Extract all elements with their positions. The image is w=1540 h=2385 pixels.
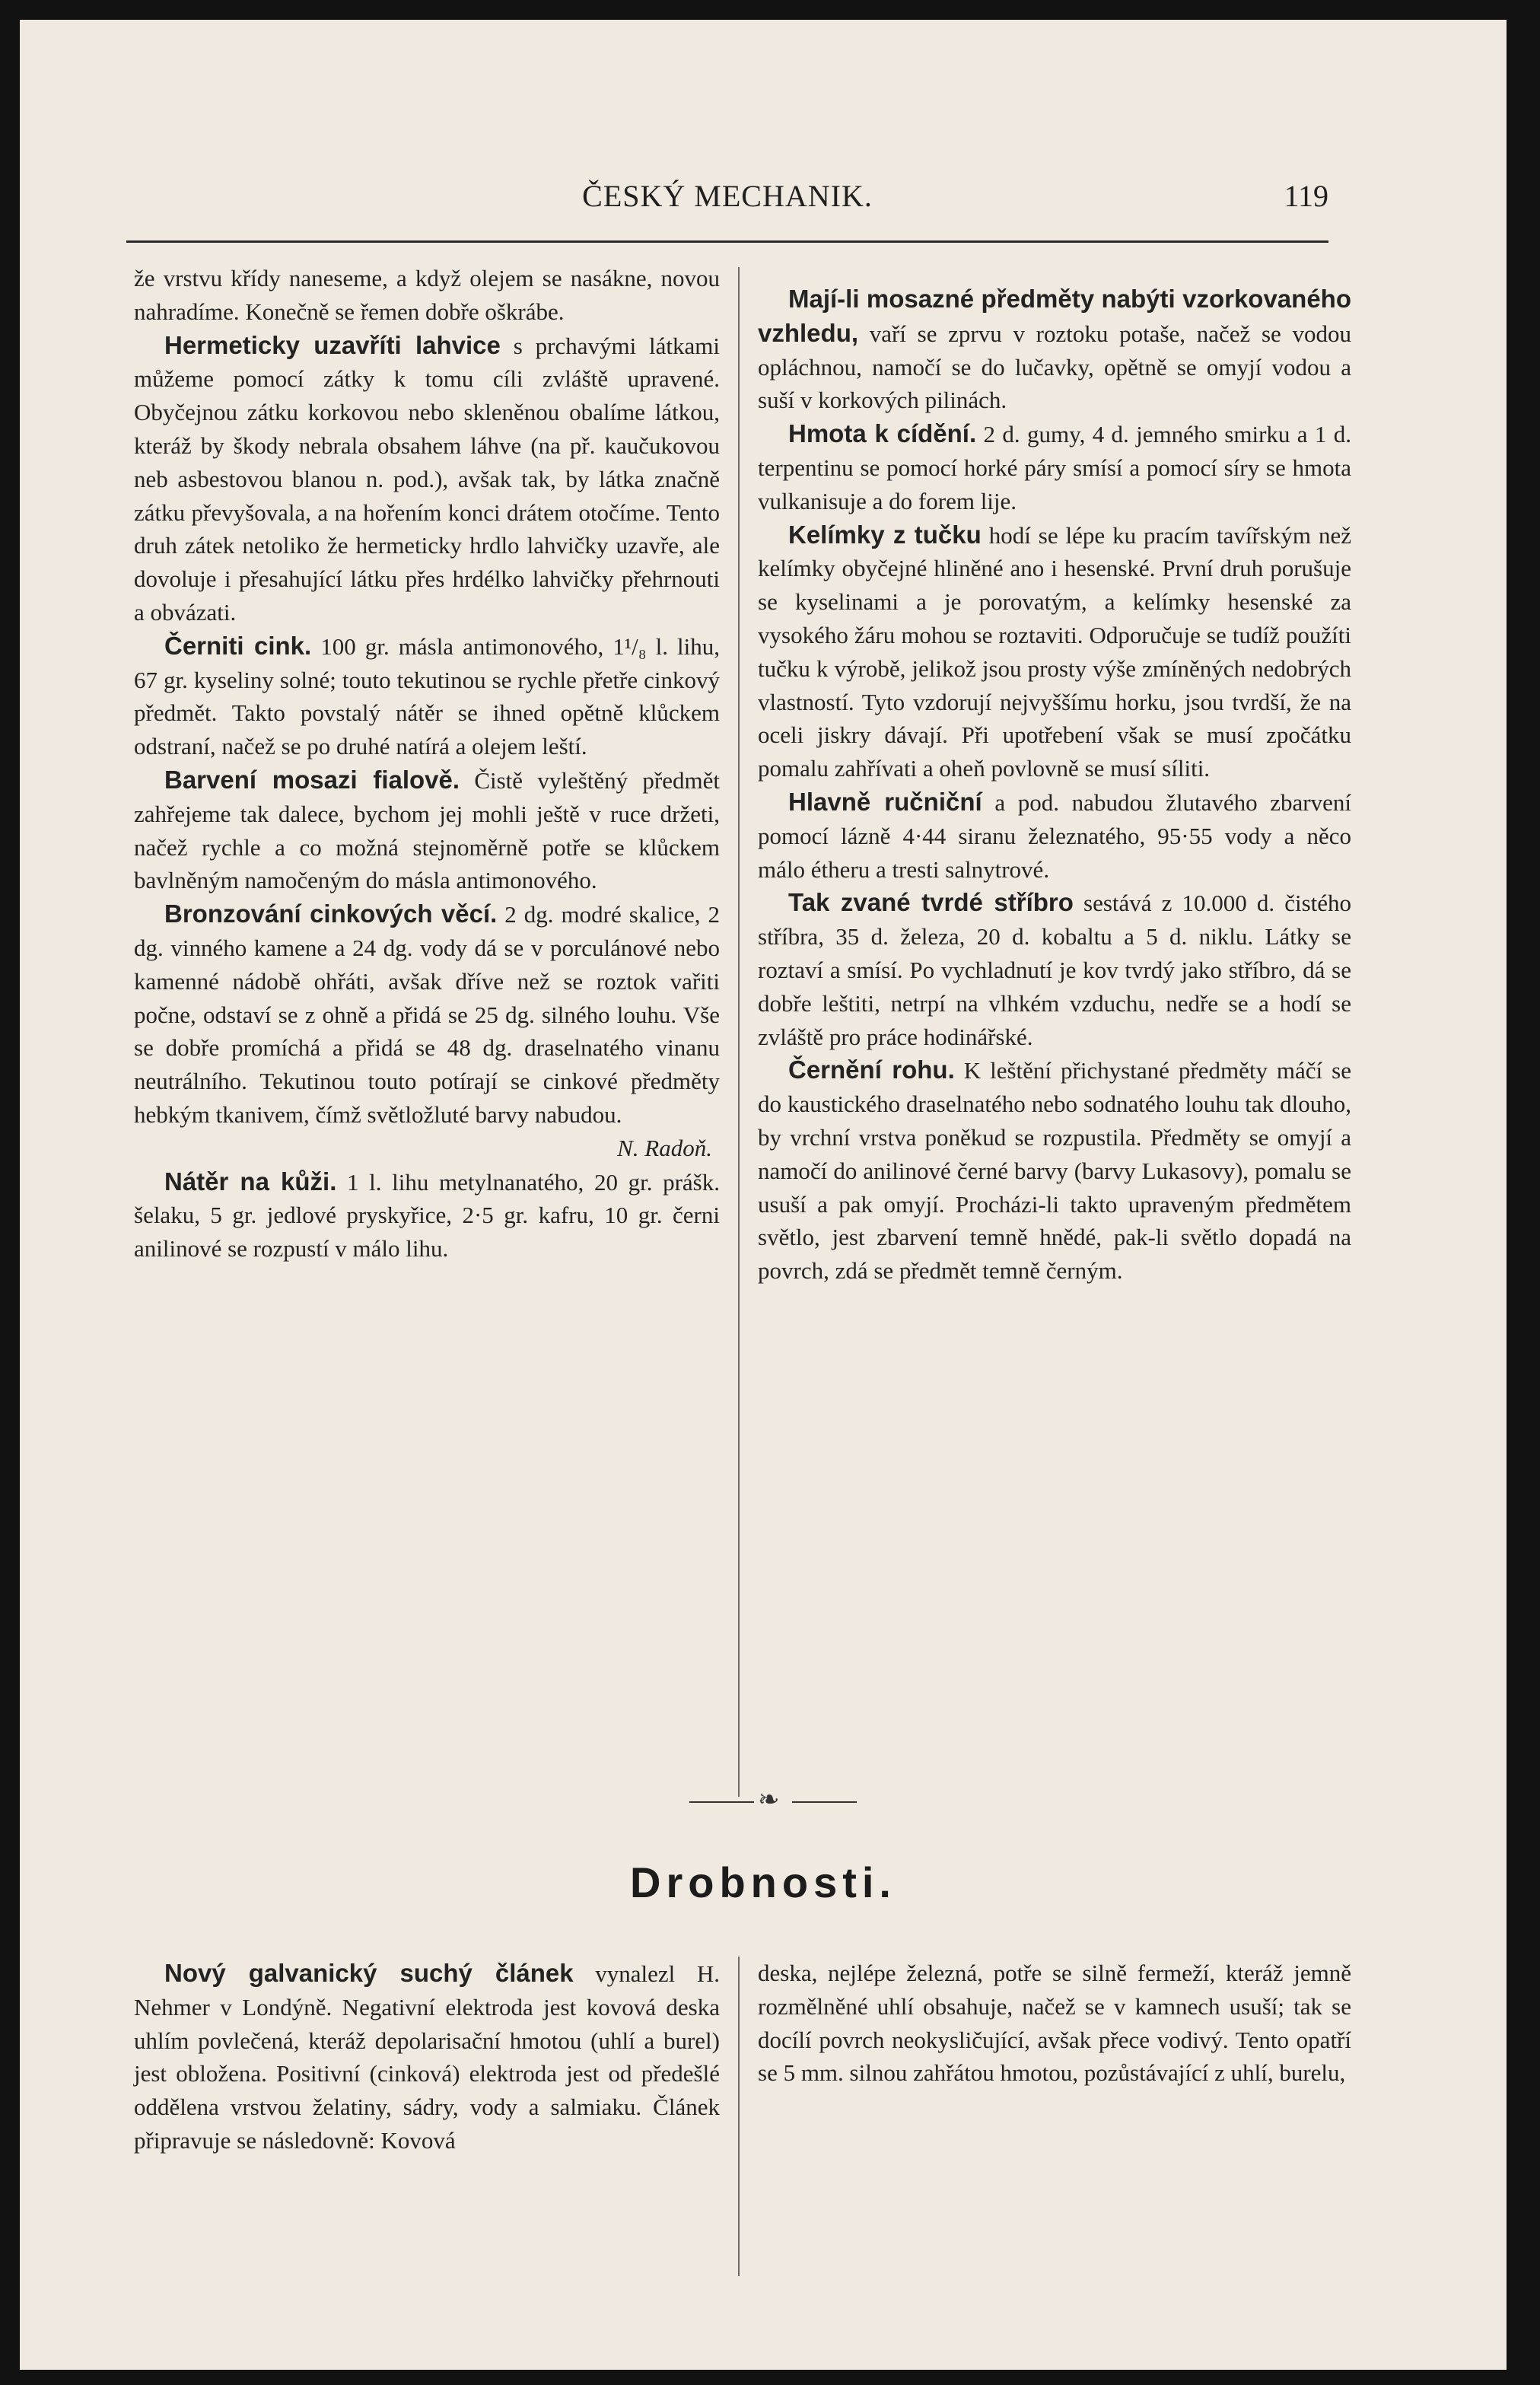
paragraph-text: Čistě vyleštěný předmět zahřejeme tak dalece, bychom jej mohli ještě v ruce držeti, načež rychle a co možná stejnoměrně potře se klůckem bavlněným namočeným do másla antimonového. xyxy=(134,766,720,894)
paragraph-text: sestává z 10.000 d. čistého stříbra, 35 d. železa, 20 d. kobaltu a 5 d. niklu. Látky se roztaví a smísí. Po vychladnutí je kov tvrdý jako stříbro, dá se dobře leštiti, netrpí na vlhkém vzduchu, nedře se a hodí se zvláště pro práce hodinářské. xyxy=(758,890,1351,1050)
author-signature xyxy=(134,1132,720,1165)
paragraph-heading: Nový galvanický suchý článek xyxy=(164,1959,574,1987)
paragraph-heading: Bronzování cinkových věcí. xyxy=(164,900,498,928)
paragraph-leather xyxy=(134,1165,720,1266)
paragraph-brass-pattern xyxy=(758,282,1351,417)
paragraph-hard-silver xyxy=(758,886,1351,1053)
paragraph-galvanic-cell-cont xyxy=(758,1957,1351,2090)
paragraph-heading: Hermeticky uzavříti lahvice xyxy=(164,330,501,359)
section-ornament xyxy=(644,1785,910,1815)
ornament-line-right xyxy=(792,1801,857,1803)
running-title: ČESKÝ MECHANIK. xyxy=(582,179,873,213)
paragraph-text: že vrstvu křídy naneseme, a když olejem se nasákne, novou nahradíme. Konečně se řemen dobře oškrábe. xyxy=(134,265,720,325)
signature-text: N. Radoň. xyxy=(617,1134,712,1161)
page-header xyxy=(126,172,1328,225)
ornament-icon: ❧ xyxy=(758,1785,780,1815)
paragraph-heading: Černění rohu. xyxy=(788,1056,955,1084)
paragraph-zinc-blacken xyxy=(134,629,720,763)
paragraph-heading: Mají-li mosazné předměty nabýti vzorkovaného vzhledu, xyxy=(758,285,1351,347)
paragraph-heading: Kelímky z tučku xyxy=(788,520,982,549)
ornament-line-left xyxy=(689,1801,754,1803)
column-divider-lower xyxy=(738,1957,740,2276)
paragraph-heading: Barvení mosazi fialově. xyxy=(164,765,460,794)
paragraph-galvanic-cell xyxy=(134,1957,720,2157)
paragraph-text: 2 d. gumy, 4 d. jemného smirku a 1 d. terpentinu se pomocí horké páry smísí a pomocí síry se hmota vulkanisuje a do forem lije. xyxy=(758,421,1351,514)
paragraph-text: deska, nejlépe železná, potře se silně fermeží, kteráž jemně rozmělněné uhlí obsahuje, načež se v kamnech usuší; tak se docílí povrch neokysličující, avšak přece vodivý. Tento opatří se 5 mm. silnou zahřátou hmotou, pozůstávající z uhlí, burelu, xyxy=(758,1960,1351,2087)
paragraph-heading: Hmota k cídění. xyxy=(788,419,977,448)
paragraph-barrels xyxy=(758,785,1351,886)
right-column xyxy=(758,282,1351,1288)
paragraph-hermetic xyxy=(134,329,720,629)
section-title: Drobnosti. xyxy=(630,1858,896,1906)
paragraph-text: hodí se lépe ku pracím tavířským než kelímky obyčejné hliněné ano i hesenské. První druh porušuje se kyselinami a je porovatým, a kelímky hesenské za vysokého žáru mohou se roztaviti. Odporučuje se tudíž použíti tučku k výrobě, jelikož jsou prosty výše zmíněných nedobrých vlastností. Tyto vzdorují nejvyššímu horku, jsou tvrdší, že na oceli jiskry dávají. Při upotřebení však se musí zpočátku pomalu zahřívati a oheň povlovně se musí síliti. xyxy=(758,521,1351,782)
paragraph-text: 2 dg. modré skalice, 2 dg. vinného kamene a 24 dg. vody dá se v porculánové nebo kamenné nádobě ohřáti, avšak dříve než se roztok vařiti počne, odstaví se z ohně a přidá se 25 dg. silného louhu. Vše se dobře promíchá a přidá se 48 dg. draselnatého vinanu neutrálního. Tekutinou touto potírají se cinkové předměty hebkým tkanivem, čímž světložluté barvy nabudou. xyxy=(134,901,720,1128)
paragraph-horn-blacken xyxy=(758,1053,1351,1288)
paragraph-text: vynalezl H. Nehmer v Londýně. Negativní elektroda jest kovová deska uhlím povlečená, kteráž depolarisační hmotou (uhlí a burel) jest obložena. Positivní (cinková) elektroda jest od předešlé oddělena vrstvou želatiny, sádry, vody a salmiaku. Článek připravuje se následovně: Kovová xyxy=(134,1960,721,2154)
paragraph-bronzing xyxy=(134,897,720,1132)
paragraph-crucibles xyxy=(758,518,1351,785)
paragraph-text: a pod. nabudou žlutavého zbarvení pomocí lázně 4·44 siranu železnatého, 95·55 vody a něco málo étheru a tresti salnytrové. xyxy=(758,788,1351,883)
paragraph-heading: Černiti cink. xyxy=(164,631,312,660)
drobnosti-right-column xyxy=(758,1957,1351,2090)
paragraph-heading: Hlavně ručniční xyxy=(788,787,982,816)
drobnosti-left-column xyxy=(134,1957,720,2157)
paragraph-continuation xyxy=(134,262,720,329)
paragraph-heading: Tak zvané tvrdé stříbro xyxy=(788,888,1074,917)
header-rule xyxy=(126,240,1328,243)
paragraph-text: K leštění přichystané předměty máčí se do kaustického draselnatého nebo sodnatého louhu tak dlouho, by vrchní vrstva poněkud se rozpustila. Předměty se omyjí a namočí do anilinové černé barvy (barvy Lukasovy), pomalu se usuší a pak omyjí. Procházi-li takto upraveným předmětem světlo, jest zbarvení temně hnědé, pak-li světlo dopadá na povrch, zdá se předmět temně černým. xyxy=(758,1057,1351,1285)
page-number: 119 xyxy=(1284,179,1328,213)
book-page xyxy=(20,20,1507,2370)
paragraph-text: vaří se zprvu v roztoku potaše, načež se vodou opláchnou, namočí se do lučavky, opětně se omyjí vodou a suší v korkových pilinách. xyxy=(758,320,1351,414)
paragraph-text: 100 gr. másla antimonového, 1¹/₈ l. lihu, 67 gr. kyseliny solné; touto tekutinou se rychle přetře cinkový předmět. Takto povstalý nátěr se ihned opětně klůckem odstraní, načež se po druhé natírá a olejem leští. xyxy=(134,632,720,760)
paragraph-heading: Nátěr na kůži. xyxy=(164,1167,337,1196)
paragraph-text: s prchavými látkami můžeme pomocí zátky k tomu cíli zvláště upravené. Obyčejnou zátku korkovou nebo skleněnou obalíme látkou, kteráž by škody nebrala obsahem láhve (na př. kaučukovou neb asbestovou blanou n. pod.), avšak tak, by látka značně zátku převyšovala, a na hořením konci drátem otočíme. Tento druh zátek netoliko že hermeticky hrdlo lahvičky uzavře, ale dovoluje i přesahující látku přes hrdélko lahvičky přehrnouti a obvázati. xyxy=(134,332,720,626)
left-column xyxy=(134,262,720,1266)
paragraph-text: 1 l. lihu metylnanatého, 20 gr. prášk. šelaku, 5 gr. jedlové pryskyřice, 2·5 gr. kafru, 10 gr. černi anilinové se rozpustí v málo lihu. xyxy=(134,1168,720,1263)
column-divider xyxy=(738,267,740,1797)
paragraph-polish-mass xyxy=(758,417,1351,517)
paragraph-brass-violet xyxy=(134,763,720,897)
